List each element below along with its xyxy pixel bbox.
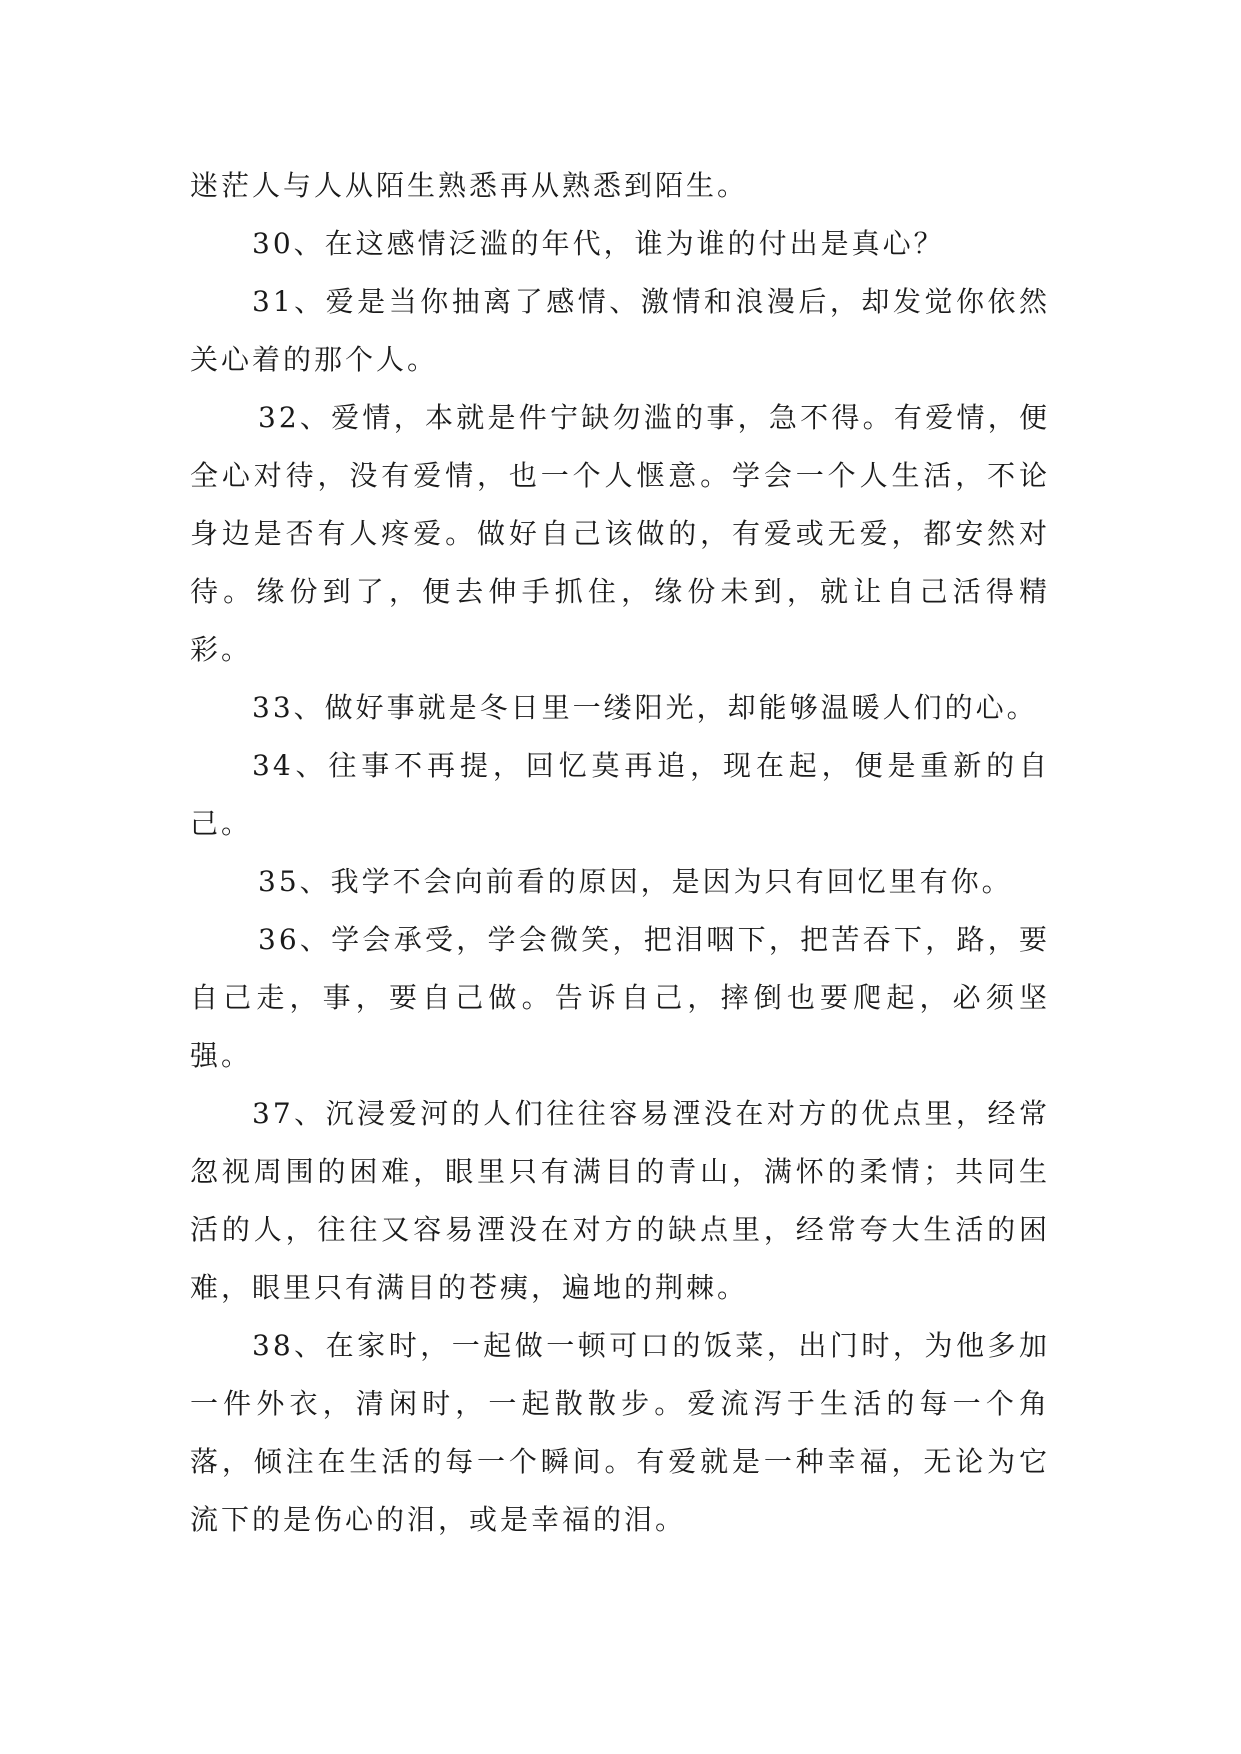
paragraph-36: 36、学会承受，学会微笑，把泪咽下，把苦吞下，路，要自己走，事，要自己做。告诉自己，摔倒也要爬起，必须坚强。 bbox=[190, 923, 1050, 1072]
paragraph-31: 31、爱是当你抽离了感情、激情和浪漫后，却发觉你依然关心着的那个人。 bbox=[190, 285, 1050, 376]
paragraph-33: 33、做好事就是冬日里一缕阳光，却能够温暖人们的心。 bbox=[252, 691, 1038, 724]
paragraph-37: 37、沉浸爱河的人们往往容易湮没在对方的优点里，经常忽视周围的困难，眼里只有满目的青山，满怀的柔情；共同生活的人，往往又容易湮没在对方的缺点里，经常夸大生活的困难，眼里只有满目的苍痍，遍地的荆棘。 bbox=[190, 1097, 1050, 1304]
paragraph-continuation: 迷茫人与人从陌生熟悉再从熟悉到陌生。 bbox=[190, 169, 749, 202]
document-body bbox=[190, 157, 1050, 1549]
paragraph-38: 38、在家时，一起做一顿可口的饭菜，出门时，为他多加一件外衣，清闲时，一起散散步。爱流泻于生活的每一个角落，倾注在生活的每一个瞬间。有爱就是一种幸福，无论为它流下的是伤心的泪，或是幸福的泪。 bbox=[190, 1329, 1050, 1536]
paragraph-32: 32、爱情，本就是件宁缺勿滥的事，急不得。有爱情，便全心对待，没有爱情，也一个人惬意。学会一个人生活，不论身边是否有人疼爱。做好自己该做的，有爱或无爱，都安然对待。缘份到了，便去伸手抓住，缘份未到，就让自己活得精彩。 bbox=[190, 401, 1050, 666]
paragraph-30: 30、在这感情泛滥的年代，谁为谁的付出是真心？ bbox=[252, 227, 945, 260]
paragraph-34: 34、往事不再提，回忆莫再追，现在起，便是重新的自己。 bbox=[190, 749, 1050, 840]
paragraph-35: 35、我学不会向前看的原因，是因为只有回忆里有你。 bbox=[258, 865, 1013, 898]
